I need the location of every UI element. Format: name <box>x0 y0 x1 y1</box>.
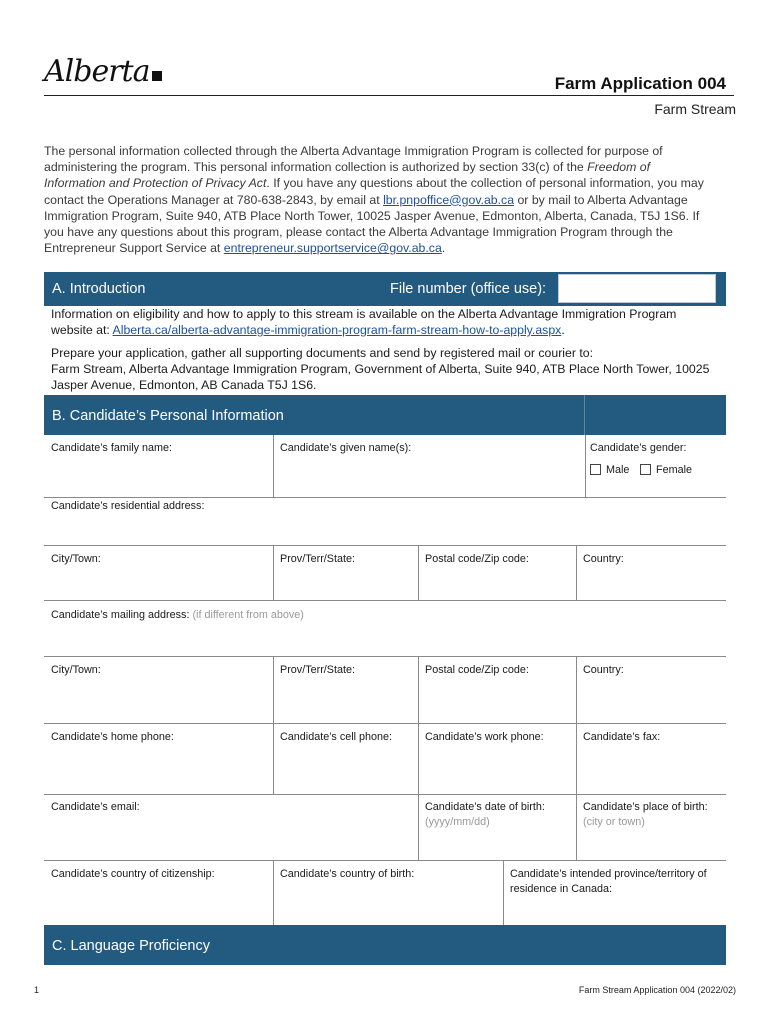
section-b-divider <box>584 395 585 435</box>
eligibility-info: Information on eligibility and how to apply to this stream is available on the Alberta Advantage Immigration Program website at: Alberta.ca/alberta-advantage-immigration-program-farm-stream-how-to-apply.aspx. <box>51 307 677 337</box>
grid-line <box>418 545 419 600</box>
section-a-endcap <box>720 272 726 306</box>
grid-line <box>418 794 419 860</box>
mailing-country-field[interactable]: Country: <box>583 664 624 676</box>
given-names-field[interactable]: Candidate’s given name(s): <box>280 442 412 454</box>
email-field[interactable]: Candidate’s email: <box>51 801 140 813</box>
section-a-header <box>44 272 726 306</box>
grid-line <box>273 723 274 794</box>
grid-line <box>44 794 726 795</box>
gender-label: Candidate’s gender: <box>590 442 687 454</box>
residential-address-field[interactable]: Candidate’s residential address: <box>51 500 205 512</box>
country-field[interactable]: Country: <box>583 553 624 565</box>
home-phone-field[interactable]: Candidate’s home phone: <box>51 731 174 743</box>
grid-line <box>44 656 726 657</box>
gender-male-option[interactable]: Male <box>590 464 629 476</box>
grid-line <box>273 545 274 600</box>
grid-line <box>44 600 726 601</box>
form-title: Farm Application 004 <box>554 74 726 93</box>
grid-line <box>44 723 726 724</box>
prov-field[interactable]: Prov/Terr/State: <box>280 553 356 565</box>
section-c-title: C. Language Proficiency <box>52 938 210 954</box>
mailing-prov-field[interactable]: Prov/Terr/State: <box>280 664 356 676</box>
grid-line <box>585 435 586 497</box>
mailing-address-info: Farm Stream, Alberta Advantage Immigration Program, Government of Alberta, Suite 940, ATB Place North Tower, 10025 Jasper Avenue, Edmonton, AB Canada T5J 1S6. <box>51 362 710 392</box>
grid-line <box>44 497 726 498</box>
page-number: 1 <box>34 985 40 995</box>
section-b-header <box>44 395 726 435</box>
section-a-title: A. Introduction <box>52 281 146 297</box>
privacy-notice: The personal information collected through the Alberta Advantage Immigration Program is collected for purpose of administering the program. This personal information collection is authorized by section 33(c) of the Freedom of Information and Protection of Privacy Act. If you have any questions about the collection of personal information, you may contact the Operations Manager at 780-638-2843, by email at lbr.pnpoffice@gov.ab.ca or by mail to Alberta Advantage Immigration Program, Suite 940, ATB Place North Tower, 10025 Jasper Avenue, Edmonton, Alberta, Canada, T5J 1S6. If you have any questions about this program, please contact the Alberta Advantage Immigration Program through the Entrepreneur Support Service at entrepreneur.supportservice@gov.ab.ca. <box>44 144 704 256</box>
mailing-address-hint: (if different from above) <box>192 609 304 621</box>
fax-field[interactable]: Candidate’s fax: <box>583 731 661 743</box>
alberta-logo-wordmark: Alberta <box>44 54 150 89</box>
male-checkbox[interactable] <box>590 464 601 475</box>
prepare-instructions: Prepare your application, gather all supporting documents and send by registered mail or courier to: <box>51 346 594 360</box>
entrepreneur-support-email-link[interactable]: entrepreneur.supportservice@gov.ab.ca <box>223 241 442 256</box>
grid-line <box>576 723 577 794</box>
mailing-postal-field[interactable]: Postal code/Zip code: <box>425 664 529 676</box>
file-number-label: File number (office use): <box>390 281 547 297</box>
postal-code-field[interactable]: Postal code/Zip code: <box>425 553 529 565</box>
pnp-office-email-link[interactable]: lbr.pnpoffice@gov.ab.ca <box>383 192 515 207</box>
foip-act-title: Freedom of Information and Protection of Privacy Act <box>44 160 651 191</box>
grid-line <box>576 545 577 600</box>
cell-phone-field[interactable]: Candidate’s cell phone: <box>280 731 393 743</box>
farm-stream-info-link[interactable]: Alberta.ca/alberta-advantage-immigration-program-farm-stream-how-to-apply.aspx <box>112 323 562 337</box>
date-of-birth-hint: (yyyy/mm/dd) <box>425 816 490 828</box>
mailing-address-field[interactable]: Candidate’s mailing address: (if different from above) <box>51 609 304 621</box>
grid-line <box>273 860 274 925</box>
grid-line <box>503 860 504 925</box>
female-checkbox[interactable] <box>640 464 651 475</box>
country-of-birth-field[interactable]: Candidate’s country of birth: <box>280 868 415 880</box>
grid-line <box>273 656 274 723</box>
place-of-birth-field[interactable]: Candidate’s place of birth: <box>583 801 708 813</box>
file-number-input[interactable] <box>558 274 716 303</box>
place-of-birth-hint: (city or town) <box>583 816 645 828</box>
date-of-birth-field[interactable]: Candidate’s date of birth: <box>425 801 545 813</box>
gender-female-option[interactable]: Female <box>640 464 692 476</box>
section-b-title: B. Candidate’s Personal Information <box>52 408 284 424</box>
grid-line <box>273 435 274 497</box>
section-c-header <box>44 925 726 965</box>
intended-residence-field[interactable]: Candidate’s intended province/territory of residence in Canada: <box>510 868 707 895</box>
grid-line <box>418 656 419 723</box>
grid-line <box>418 723 419 794</box>
grid-line <box>576 794 577 860</box>
grid-line <box>44 545 726 546</box>
alberta-logo <box>44 52 164 92</box>
form-identifier: Farm Stream Application 004 (2022/02) <box>578 985 736 995</box>
form-subtitle: Farm Stream <box>654 101 736 117</box>
header-divider <box>44 95 734 96</box>
mailing-city-field[interactable]: City/Town: <box>51 664 101 676</box>
alberta-logo-mark <box>152 71 162 81</box>
city-field[interactable]: City/Town: <box>51 553 101 565</box>
citizenship-field[interactable]: Candidate’s country of citizenship: <box>51 868 215 880</box>
grid-line <box>576 656 577 723</box>
work-phone-field[interactable]: Candidate’s work phone: <box>425 731 544 743</box>
grid-line <box>44 860 726 861</box>
family-name-field[interactable]: Candidate’s family name: <box>51 442 173 454</box>
